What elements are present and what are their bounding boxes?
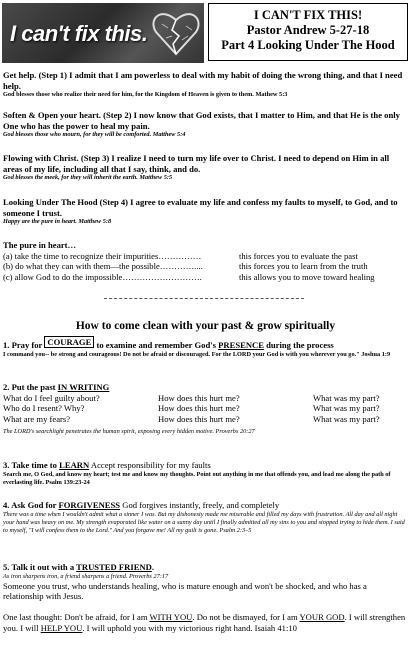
list-item (3, 261, 408, 272)
step-3 (3, 153, 408, 182)
point-4-verse: There was a time when I wouldn't admit what a sinner I was. But my dishonesty made me miserable and filled my days with frustration. All day and all night your hand was heavy on me. My strength evaporated like water on a sunny day until I finally admitted all my sins to you and stopped trying to hide them. I said to myself, "I will confess them to the Lord." And you forgave me! All my guilt is gone. Psalm 2:3–5 (3, 510, 405, 534)
step-1-text: I admit that I am powerless to deal with my habit of doing the wrong thing, and that I need help. (3, 70, 403, 91)
sermon-speaker-date: Pastor Andrew 5-27-18 (246, 23, 370, 37)
question-cell: How does this hurt me? (158, 403, 240, 413)
main-heading: How to come clean with your past & grow spiritually (75, 320, 336, 332)
step-4-verse: Happy are the pure in heart. Matthew 5:8 (3, 218, 112, 225)
point-5-under: TRUSTED FRIEND (76, 562, 152, 572)
pure-right: this allows you to move toward healing (239, 271, 375, 282)
pure-left: (c) allow God to do the impossible………………………. (3, 271, 202, 282)
courage-box: COURAGE (44, 336, 94, 348)
point-3-pre: 3. Take time to (3, 460, 60, 470)
question-cell: What do I feel guilty about? (3, 392, 100, 403)
point-2-verse: The LORD's searchlight penetrates the human spirit, exposing every hidden motive. Proverbs 20:27 (3, 428, 255, 435)
point-4-under: FORGIVENESS (58, 500, 121, 510)
logo-text: I can't fix this. (10, 21, 148, 46)
step-4-lead: Looking Under The Hood (3, 197, 98, 207)
step-3-verse: God blesses the meek, for they will inherit the earth. Matthew 5:5 (3, 174, 173, 181)
table-row (3, 393, 408, 404)
closing-u3: HELP YOU (40, 622, 83, 633)
question-cell: What are my fears? (3, 413, 71, 424)
point-3-verse: Search me, O God, and know my heart; test me and know my thoughts. Point out anything in me that offends you, and lead me along the path of everlasting life. Psalm 139:23-24 (3, 470, 391, 486)
point-4 (3, 500, 408, 535)
step-2-verse: God blesses those who mourn, for they will be comforted. Matthew 5:4 (3, 131, 186, 138)
series-logo (2, 3, 204, 63)
step-3-text: I realize I need to turn my life over to Christ. I need to depend on Him in all areas of my life, including all that I say, think, and do. (3, 153, 390, 174)
pure-heading: The pure in heart… (3, 240, 77, 250)
point-5-verse: As iron sharpens iron, a friend sharpens a friend. Proverbs 27:17 (3, 572, 169, 580)
closing-t3: . I will strengthen you. I will (3, 612, 406, 633)
broken-heart-icon (152, 8, 200, 58)
table-row (3, 414, 408, 425)
step-3-lead: Flowing with Christ. (Step 3) (3, 153, 110, 163)
point-5-post: . (151, 562, 154, 572)
point-1-verse: I command you-- be strong and courageous! Do not be afraid or discouraged. For the LORD your God is with you wherever you go." Joshua 1:9 (3, 350, 391, 358)
point-1 (3, 337, 408, 359)
step-4-text: (Step 4) I agree to evaluate my life and confess my faults to myself, to God, and to someone I trust. (3, 197, 398, 218)
point-1-mid: to examine and remember God's (94, 340, 219, 350)
sermon-part: Part 4 Looking Under The Hood (221, 38, 395, 52)
point-1-pre: 1. Pray for (3, 340, 45, 350)
pure-right: this forces you to learn from the truth (239, 261, 368, 271)
sermon-title-box (208, 3, 408, 61)
pure-right: this forces you to evaluate the past (239, 250, 358, 261)
point-2 (3, 382, 408, 436)
point-1-post: during the process (263, 340, 334, 350)
sermon-title: I CAN'T FIX THIS! (253, 8, 363, 22)
closing-u2: YOUR GOD (299, 612, 345, 622)
step-2-text: I now know that God exists, that I matter to Him, and that He is the only One who has the power to heal my pain. (3, 110, 400, 131)
point-5 (3, 562, 408, 602)
question-cell: How does this hurt me? (158, 392, 240, 403)
step-2 (3, 110, 408, 139)
question-cell: What was my part? (313, 392, 380, 403)
closing-t1: One last thought: Don't be afraid, for I am (3, 612, 150, 622)
question-cell: How does this hurt me? (158, 413, 240, 424)
point-3 (3, 460, 408, 487)
closing-t4: . I will uphold you with my victorious right hand. Isaiah 41:10 (82, 622, 297, 633)
closing-thought (3, 612, 408, 633)
point-1-under: PRESENCE (218, 340, 264, 350)
point-5-text: Someone you trust, who understands healing, who is mature enough and won't be shocked, and who has a relationship with Jesus. (3, 580, 367, 601)
table-row (3, 403, 408, 414)
point-2-pre: 2. Put the past (3, 382, 58, 392)
step-1-verse: God blesses those who realize their need for him, for the Kingdom of Heaven is given to them. Mathew 5:3 (3, 91, 288, 98)
point-4-post: God forgives instantly, freely, and completely (120, 500, 280, 510)
question-cell: What was my part? (313, 413, 380, 424)
closing-t2: . Do not be dismayed, for I am (192, 612, 300, 622)
step-1-lead: Get help. (Step 1) (3, 70, 67, 80)
point-4-pre: 4. Ask God for (3, 500, 59, 510)
question-cell: Who do I resent? Why? (3, 403, 85, 413)
pure-in-heart (3, 240, 408, 282)
step-1 (3, 70, 408, 99)
point-2-under: IN WRITING (57, 382, 110, 392)
point-3-under: LEARN (59, 460, 90, 470)
list-item (3, 272, 408, 283)
list-item (3, 251, 408, 262)
point-5-pre: 5. Talk it out with a (3, 562, 77, 572)
point-3-post: Accept responsibility for my faults (89, 460, 211, 470)
divider (104, 298, 304, 299)
pure-left: (b) do what they can with them—the possible………….... (3, 261, 203, 271)
pure-left: (a) take the time to recognize their impurities…………… (3, 250, 202, 261)
closing-u1: WITH YOU (149, 612, 193, 622)
step-2-lead: Soften & Open your heart. (Step 2) (3, 110, 132, 120)
question-cell: What was my part? (313, 403, 380, 413)
step-4 (3, 197, 408, 226)
